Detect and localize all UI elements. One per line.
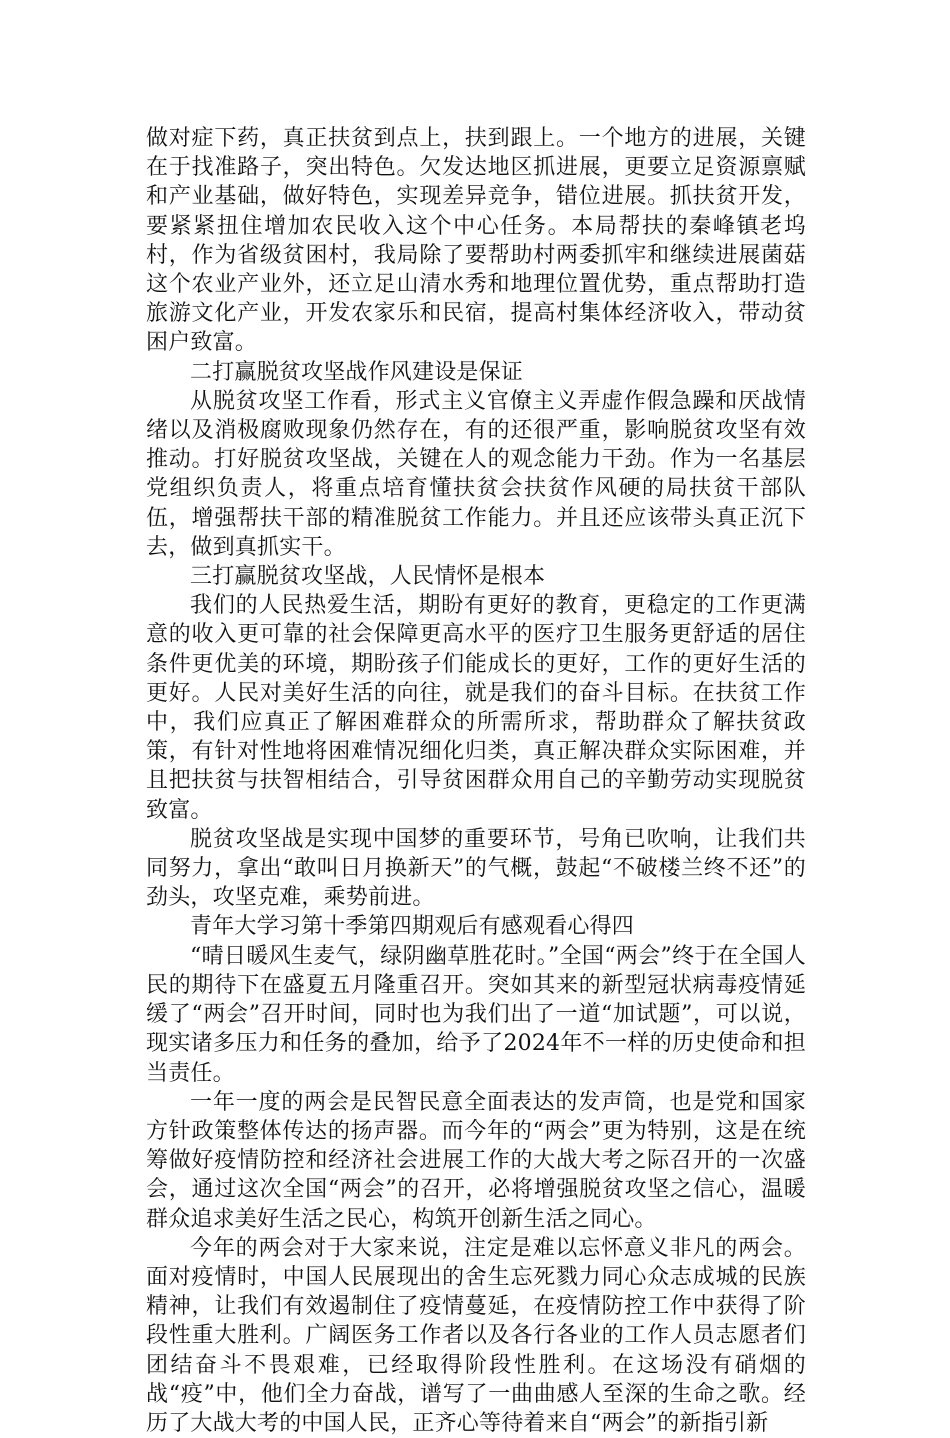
- paragraph-two-sessions-voice: 一年一度的两会是民智民意全面表达的发声筒，也是党和国家方针政策整体传达的扬声器。而今年的“两会”更为特别，这是在统筹做好疫情防控和经济社会进展工作的大战大考之际召开的一次盛会，通过这次全国“两会”的召开，必将增强脱贫攻坚之信心，温暖群众追求美好生活之民心，构筑开创新生活之同心。: [146, 1089, 806, 1232]
- paragraph-chinese-dream: 脱贫攻坚战是实现中国梦的重要环节，号角已吹响，让我们共同努力，拿出“敢叫日月换新天”的气概，鼓起“不破楼兰终不还”的劲头，攻坚克难，乘势前进。: [146, 826, 806, 911]
- paragraph-poverty-targeting: 做对症下药，真正扶贫到点上，扶到跟上。一个地方的进展，关键在于找准路子，突出特色。欠发达地区抓进展，更要立足资源禀赋和产业基础，做好特色，实现差异竞争，错位进展。抓扶贫开发，要紧紧扭住增加农民收入这个中心任务。本局帮扶的秦峰镇老坞村，作为省级贫困村，我局除了要帮助村两委抓牢和继续进展菌菇这个农业产业外，还立足山清水秀和地理位置优势，重点帮助打造旅游文化产业，开发农家乐和民宿，提高村集体经济收入，带动贫困户致富。: [146, 126, 806, 356]
- heading-work-style: 二打赢脱贫攻坚战作风建设是保证: [190, 359, 524, 385]
- paragraph-two-sessions-meaning: 今年的两会对于大家来说，注定是难以忘怀意义非凡的两会。面对疫情时，中国人民展现出的舍生忘死戮力同心众志成城的民族精神，让我们有效遏制住了疫情蔓延，在疫情防控工作中获得了阶段性重大胜利。广阔医务工作者以及各行各业的工作人员志愿者们团结奋斗不畏艰难，已经取得阶段性胜利。在这场没有硝烟的战“疫”中，他们全力奋战，谱写了一曲曲感人至深的生命之歌。经历了大战大考的中国人民，正齐心等待着来自“两会”的新指引新: [146, 1235, 806, 1436]
- heading-people-sentiment: 三打赢脱贫攻坚战，人民情怀是根本: [190, 564, 546, 590]
- heading-study-reflection: 青年大学习第十季第四期观后有感观看心得四: [190, 914, 635, 940]
- document-page: [146, 124, 806, 1438]
- paragraph-people-sentiment: 我们的人民热爱生活，期盼有更好的教育，更稳定的工作更满意的收入更可靠的社会保障更高水平的医疗卫生服务更舒适的居住条件更优美的环境，期盼孩子们能成长的更好，工作的更好生活的更好。人民对美好生活的向往，就是我们的奋斗目标。在扶贫工作中，我们应真正了解困难群众的所需所求，帮助群众了解扶贫政策，有针对性地将困难情况细化归类，真正解决群众实际困难，并且把扶贫与扶智相结合，引导贫困群众用自己的辛勤劳动实现脱贫致富。: [146, 593, 806, 823]
- paragraph-work-style: 从脱贫攻坚工作看，形式主义官僚主义弄虚作假急躁和厌战情绪以及消极腐败现象仍然存在，有的还很严重，影响脱贫攻坚有效推动。打好脱贫攻坚战，关键在人的观念能力干劲。作为一名基层党组织负责人，将重点培育懂扶贫会扶贫作风硬的局扶贫干部队伍，增强帮扶干部的精准脱贫工作能力。并且还应该带头真正沉下去，做到真抓实干。: [146, 388, 806, 560]
- paragraph-two-sessions-intro: “晴日暖风生麦气，绿阴幽草胜花时。”全国“两会”终于在全国人民的期待下在盛夏五月隆重召开。突如其来的新型冠状病毒疫情延缓了“两会”召开时间，同时也为我们出了一道“加试题”，可以说，现实诸多压力和任务的叠加，给予了2024年不一样的历史使命和担当责任。: [146, 943, 806, 1086]
